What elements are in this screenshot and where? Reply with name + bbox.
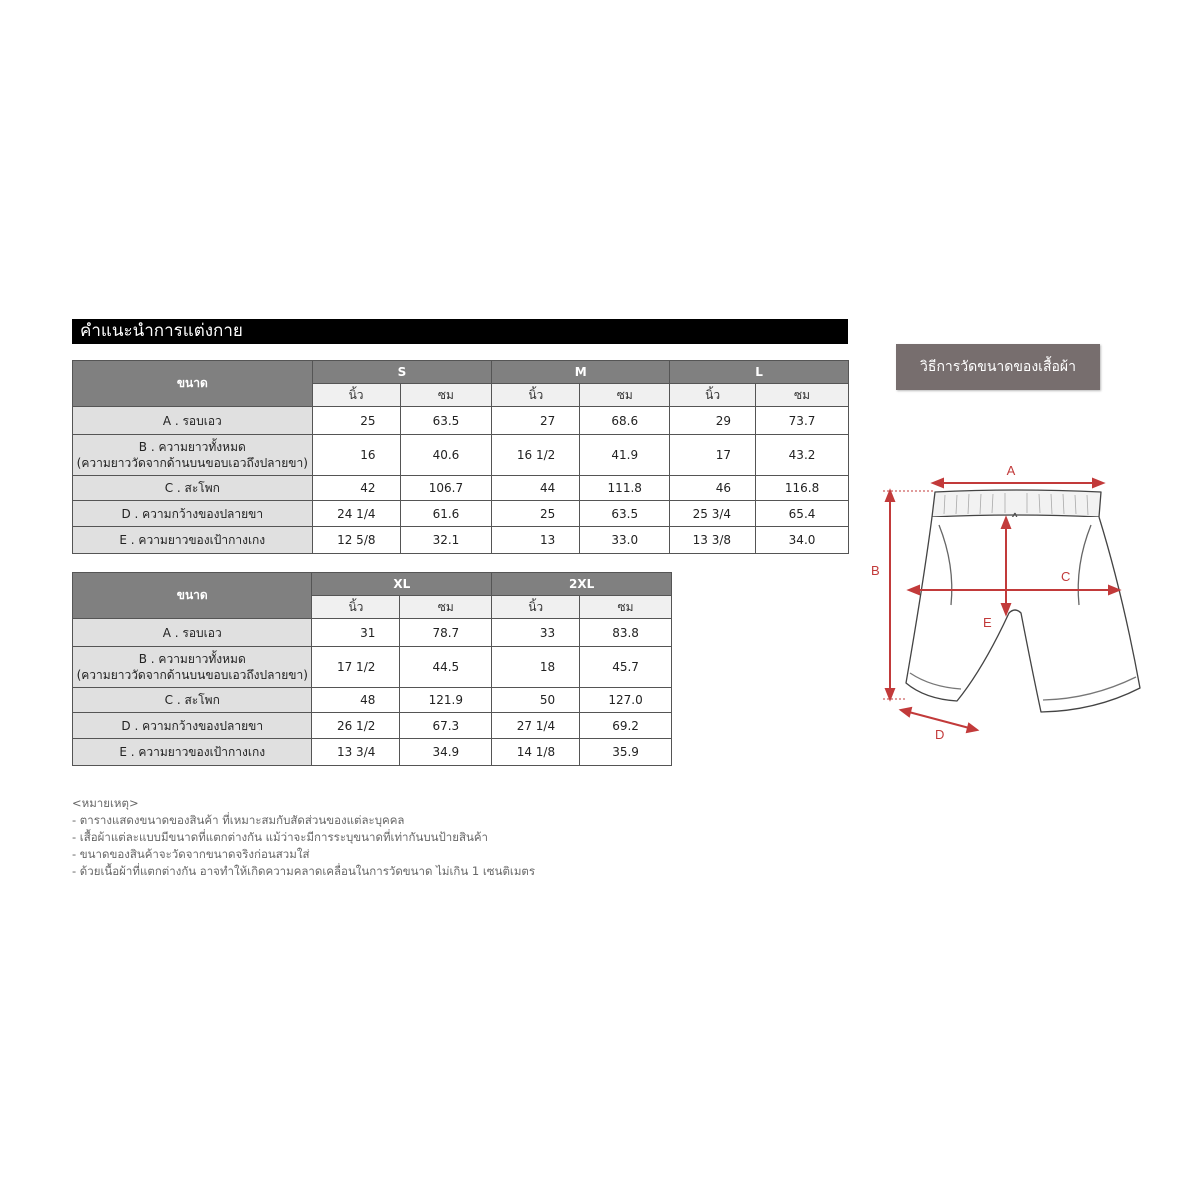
row-label-length [73, 435, 313, 476]
cell: 13 3/8 [670, 527, 756, 554]
cell: 65.4 [756, 501, 849, 527]
table-row [73, 407, 849, 435]
cell: 29 [670, 407, 756, 435]
cell: 43.2 [756, 435, 849, 476]
note-item: - ตารางแสดงขนาดของสินค้า ที่เหมาะสมกับสัดส่วนของแต่ละบุคคล [72, 813, 405, 827]
cell: 61.6 [400, 501, 492, 527]
notes-heading: <หมายเหตุ> [72, 796, 139, 810]
unit-cm: ซม [400, 596, 492, 619]
unit-cm: ซม [580, 384, 670, 407]
cell: 41.9 [580, 435, 670, 476]
row-label-length [73, 647, 312, 688]
cell: 12 5/8 [312, 527, 400, 554]
unit-cm: ซม [400, 384, 492, 407]
cell: 73.7 [756, 407, 849, 435]
row-label-subline: (ความยาววัดจากด้านบนขอบเอวถึงปลายขา) [76, 668, 308, 682]
arrowhead [967, 724, 977, 732]
unit-cm: ซม [756, 384, 849, 407]
table-row [73, 476, 849, 501]
cell: 111.8 [580, 476, 670, 501]
cell: 25 [312, 407, 400, 435]
size-header: ขนาด [73, 361, 313, 407]
cell: 18 [492, 647, 580, 688]
cell: 45.7 [580, 647, 672, 688]
unit-inch: นิ้ว [492, 384, 580, 407]
cell: 33.0 [580, 527, 670, 554]
label-a: A [1006, 463, 1016, 478]
cell: 63.5 [580, 501, 670, 527]
row-label-subline: (ความยาววัดจากด้านบนขอบเอวถึงปลายขา) [76, 456, 308, 470]
size-table-xl-2xl [72, 572, 672, 766]
unit-inch: นิ้ว [312, 384, 400, 407]
cell: 32.1 [400, 527, 492, 554]
cell: 24 1/4 [312, 501, 400, 527]
size-m-header: M [492, 361, 670, 384]
label-d: D [935, 727, 945, 742]
size-xl-header: XL [312, 573, 492, 596]
shorts-illustration [906, 490, 1140, 712]
label-e: E [983, 615, 992, 630]
arrowhead [909, 586, 919, 594]
cell: 46 [670, 476, 756, 501]
unit-inch: นิ้ว [492, 596, 580, 619]
arrowhead [901, 708, 911, 716]
cell: 35.9 [580, 739, 672, 766]
table-row [73, 713, 672, 739]
cell: 13 3/4 [312, 739, 400, 766]
row-label-waist: A . รอบเอว [73, 407, 313, 435]
cell: 50 [492, 688, 580, 713]
note-item: - ขนาดของสินค้าจะวัดจากขนาดจริงก่อนสวมใส่ [72, 847, 310, 861]
cell: 26 1/2 [312, 713, 400, 739]
arrowhead [1093, 479, 1103, 487]
cell: 48 [312, 688, 400, 713]
unit-inch: นิ้ว [312, 596, 400, 619]
cell: 127.0 [580, 688, 672, 713]
cell: 31 [312, 619, 400, 647]
note-item: - ด้วยเนื้อผ้าที่แตกต่างกัน อาจทำให้เกิดความคลาดเคลื่อนในการวัดขนาด ไม่เกิน 1 เซนติเมตร [72, 864, 536, 878]
cell: 13 [492, 527, 580, 554]
shorts-body [906, 517, 1140, 712]
cell: 42 [312, 476, 400, 501]
cell: 17 [670, 435, 756, 476]
note-item: - เสื้อผ้าแต่ละแบบมีขนาดที่แตกต่างกัน แม้ว่าจะมีการระบุขนาดที่เท่ากันบนป้ายสินค้า [72, 830, 489, 844]
row-label-leg-opening: D . ความกว้างของปลายขา [73, 501, 313, 527]
unit-inch: นิ้ว [670, 384, 756, 407]
table-row [73, 619, 672, 647]
size-2xl-header: 2XL [492, 573, 672, 596]
row-label-leg-opening: D . ความกว้างของปลายขา [73, 713, 312, 739]
cell: 67.3 [400, 713, 492, 739]
arrowhead [886, 491, 894, 501]
row-label-hip: C . สะโพก [73, 476, 313, 501]
size-header: ขนาด [73, 573, 312, 619]
table-row [73, 501, 849, 527]
cell: 69.2 [580, 713, 672, 739]
row-label-line: B . ความยาวทั้งหมด [138, 652, 246, 666]
cell: 78.7 [400, 619, 492, 647]
row-label-hip: C . สะโพก [73, 688, 312, 713]
notes [72, 795, 535, 880]
row-label-waist: A . รอบเอว [73, 619, 312, 647]
cell: 16 [312, 435, 400, 476]
cell: 40.6 [400, 435, 492, 476]
cell: 44.5 [400, 647, 492, 688]
row-label-rise: E . ความยาวของเป้ากางเกง [73, 527, 313, 554]
unit-cm: ซม [580, 596, 672, 619]
table-row [73, 688, 672, 713]
cell: 44 [492, 476, 580, 501]
how-to-measure-button[interactable]: วิธีการวัดขนาดของเสื้อผ้า [896, 344, 1100, 390]
table-row [73, 647, 672, 688]
cell: 27 1/4 [492, 713, 580, 739]
cell: 33 [492, 619, 580, 647]
cell: 83.8 [580, 619, 672, 647]
page-title: คำแนะนำการแต่งกาย [72, 319, 848, 344]
label-c: C [1061, 569, 1071, 584]
cell: 106.7 [400, 476, 492, 501]
arrowhead [933, 479, 943, 487]
size-l-header: L [670, 361, 849, 384]
table-row [73, 739, 672, 766]
row-label-rise: E . ความยาวของเป้ากางเกง [73, 739, 312, 766]
cell: 25 [492, 501, 580, 527]
cell: 14 1/8 [492, 739, 580, 766]
size-s-header: S [312, 361, 492, 384]
table-row [73, 527, 849, 554]
cell: 34.9 [400, 739, 492, 766]
cell: 27 [492, 407, 580, 435]
row-label-line: B . ความยาวทั้งหมด [138, 440, 246, 454]
cell: 68.6 [580, 407, 670, 435]
arrowhead [886, 689, 894, 699]
cell: 16 1/2 [492, 435, 580, 476]
cell: 34.0 [756, 527, 849, 554]
table-row [73, 435, 849, 476]
shorts-measurement-diagram [865, 455, 1155, 755]
cell: 121.9 [400, 688, 492, 713]
cell: 63.5 [400, 407, 492, 435]
cell: 17 1/2 [312, 647, 400, 688]
label-b: B [871, 563, 880, 578]
cell: 25 3/4 [670, 501, 756, 527]
cell: 116.8 [756, 476, 849, 501]
size-table-s-m-l [72, 360, 849, 554]
